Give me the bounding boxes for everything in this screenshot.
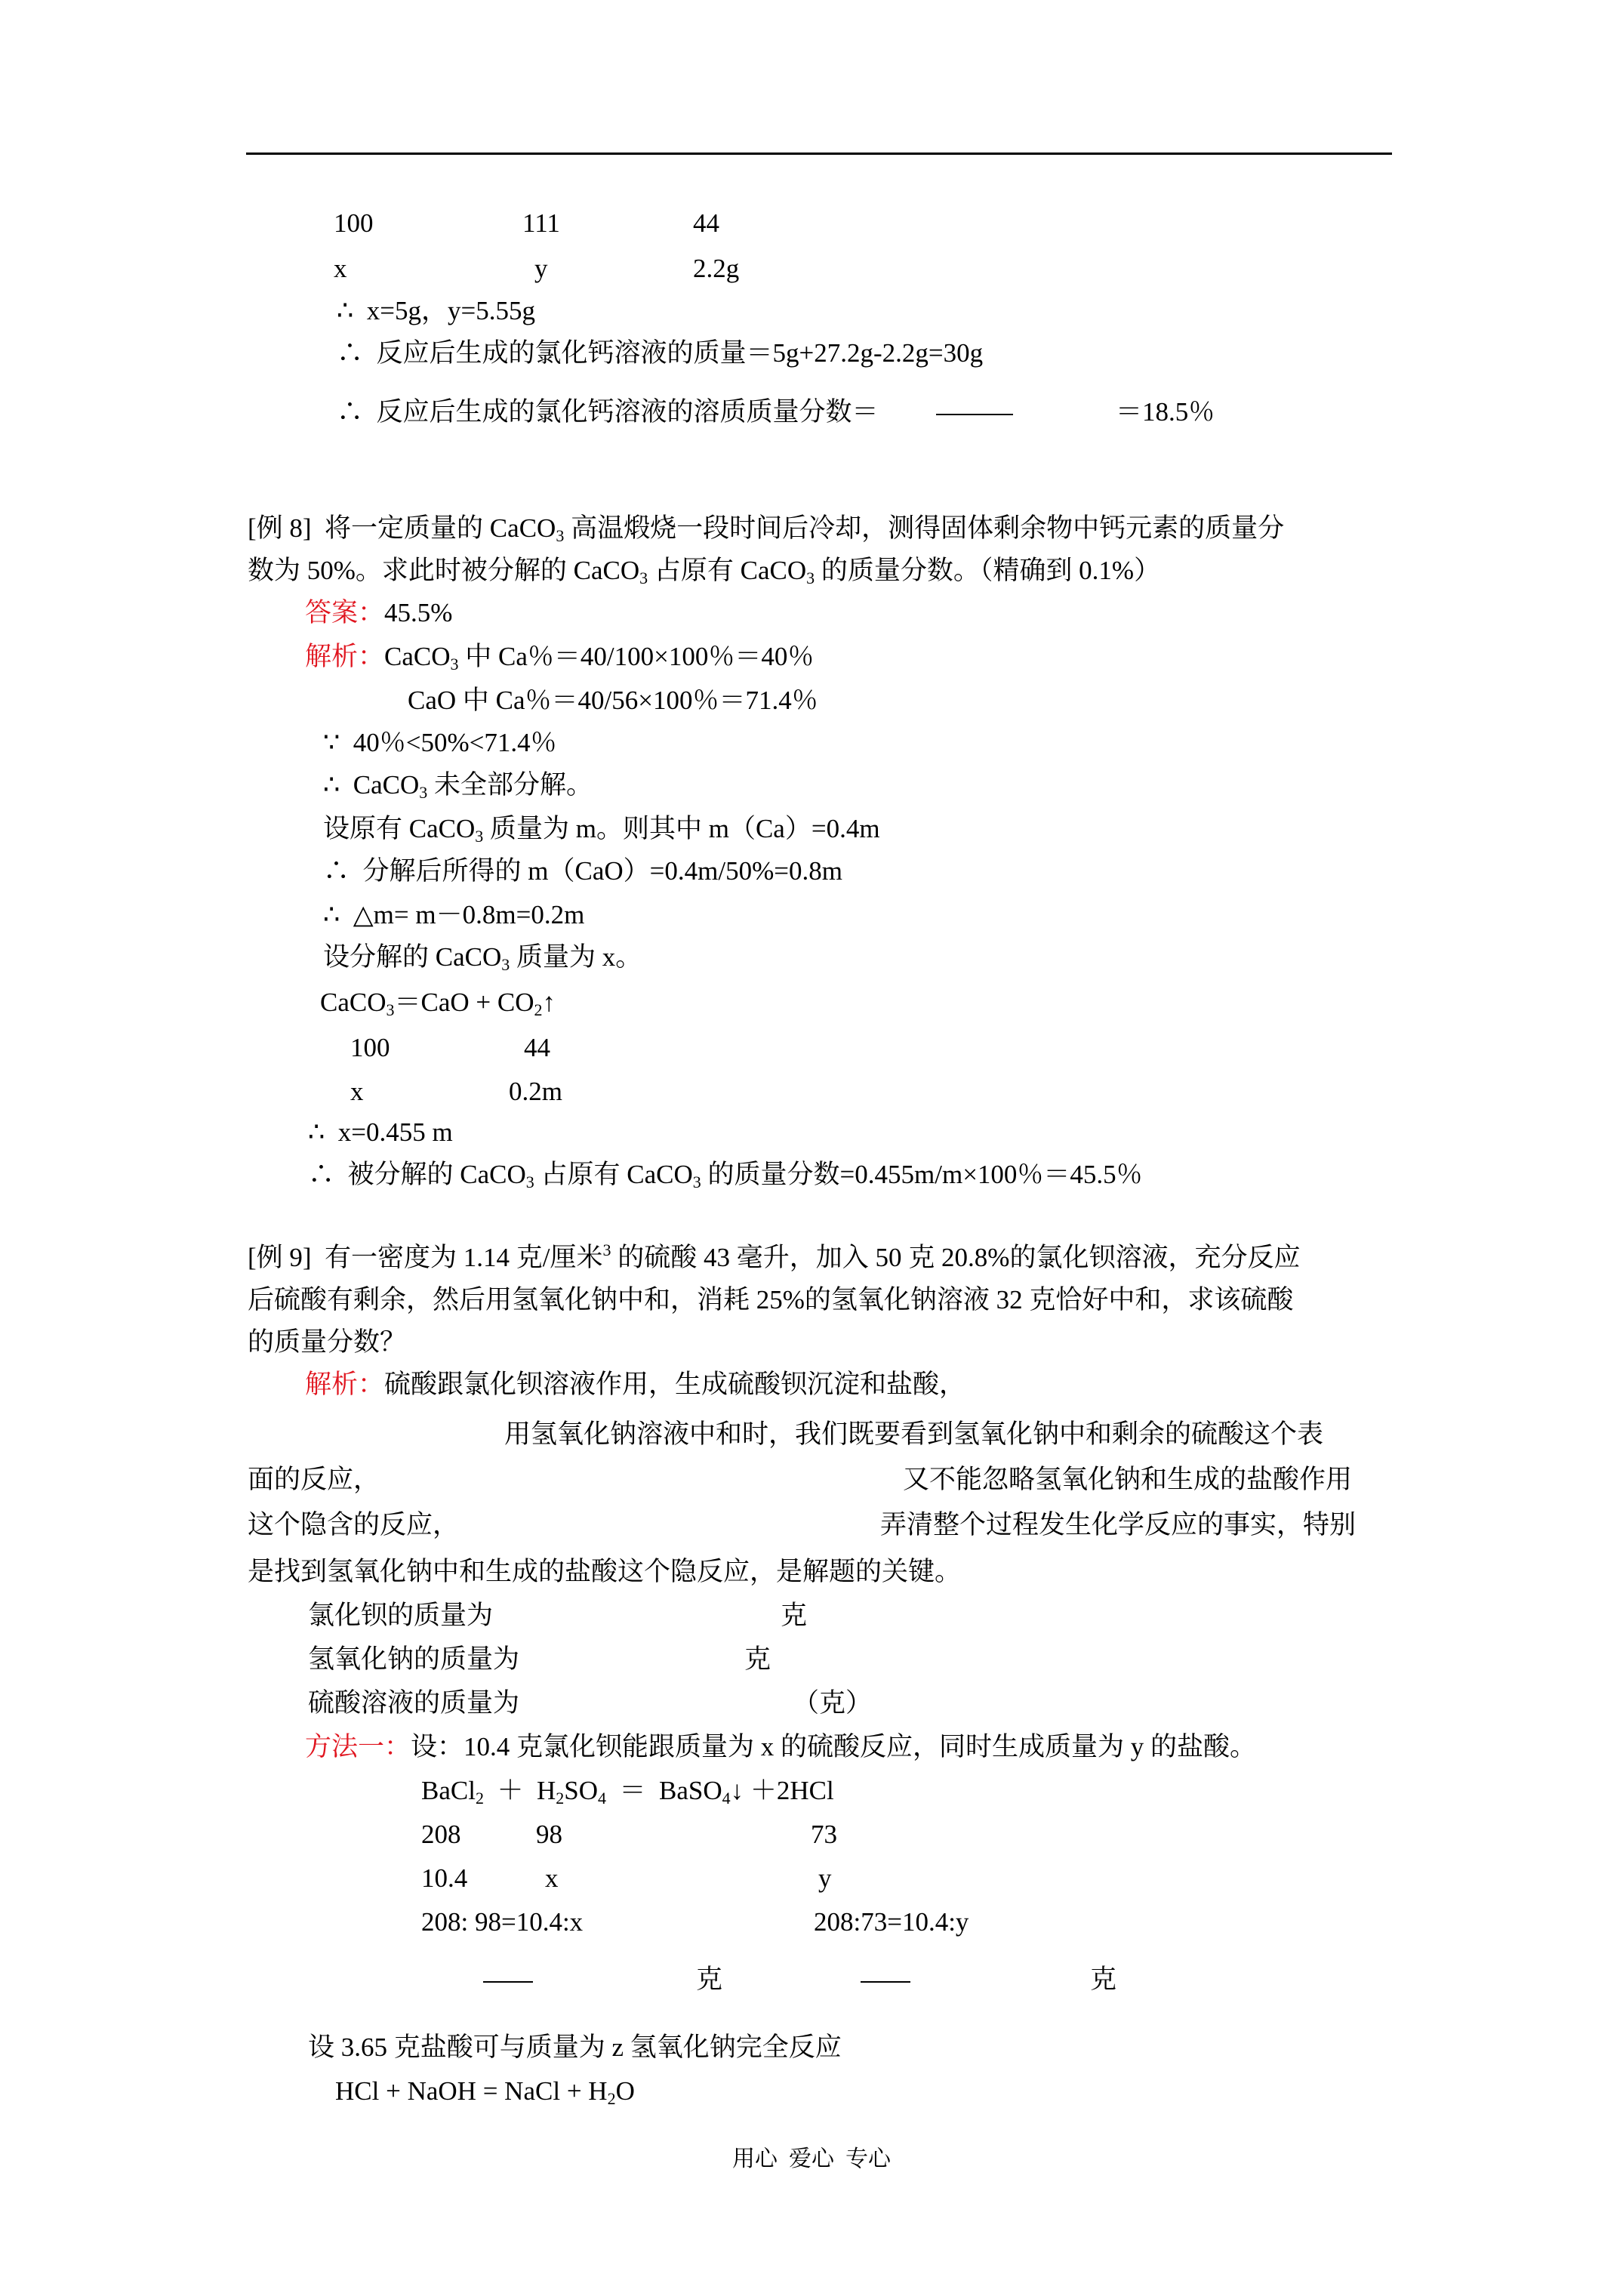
solution-line: ∴ 反应后生成的氯化钙溶液的质量＝5g+27.2g-2.2g=30g xyxy=(337,338,984,368)
mass-line: 硫酸溶液的质量为 xyxy=(308,1688,520,1718)
paragraph-line: 这个隐含的反应， xyxy=(248,1510,460,1539)
fraction-bar xyxy=(936,414,1013,415)
method-line: 方法一：设：10.4 克氯化钡能跟质量为 x 的硫酸反应，同时生成质量为 y 的盐酸。 xyxy=(305,1732,1257,1761)
table-cell: 2.2g xyxy=(693,254,740,283)
analysis-line: CaO 中 Ca％＝40/56×100％＝71.4％ xyxy=(408,686,818,715)
mass-unit: 克 xyxy=(1090,1965,1117,1994)
table-cell: x xyxy=(545,1863,559,1893)
fraction-bar xyxy=(483,1981,533,1983)
paragraph-line: 是找到氢氧化钠中和生成的盐酸这个隐反应，是解题的关键。 xyxy=(248,1557,962,1586)
answer-line: 答案：45.5% xyxy=(305,598,453,627)
chemical-equation: HCl + NaOH = NaCl + $H_2O$ xyxy=(335,2076,635,2108)
table-cell: 10.4 xyxy=(421,1863,468,1893)
ratio-line: 208:73=10.4:y xyxy=(814,1907,969,1937)
solution-line: 设分解的 CaCO$_3$ 质量为 x。 xyxy=(323,942,642,974)
table-cell: y xyxy=(534,254,548,283)
solution-line: ∴ △m= m－0.8m=0.2m xyxy=(323,900,585,929)
question-line: 后硫酸有剩余，然后用氢氧化钠中和，消耗 25%的氢氧化钠溶液 32 克恰好中和，求该硫酸 xyxy=(248,1285,1294,1314)
table-cell: 44 xyxy=(524,1033,550,1062)
table-cell: 73 xyxy=(811,1820,837,1849)
paragraph-line: 弄清整个过程发生化学反应的事实，特别 xyxy=(880,1510,1357,1539)
mass-unit: 克 xyxy=(781,1601,808,1630)
solution-line: ∴ CaCO$_3$ 未全部分解。 xyxy=(323,770,593,802)
mass-line: 氢氧化钠的质量为 xyxy=(308,1644,520,1674)
mass-unit: （克） xyxy=(793,1688,873,1718)
paragraph-line: 用氢氧化钠溶液中和时，我们既要看到氢氧化钠中和剩余的硫酸这个表 xyxy=(504,1419,1324,1449)
table-cell: 98 xyxy=(536,1820,562,1849)
ratio-line: 208: 98=10.4:x xyxy=(421,1907,584,1937)
solution-result: ＝18.5％ xyxy=(1116,397,1215,427)
question-line: [例 8] 将一定质量的 CaCO$_3$ 高温煅烧一段时间后冷却，测得固体剩余物中钙元素的质量分 xyxy=(248,513,1285,545)
analysis-line: 解析：硫酸跟氯化钡溶液作用，生成硫酸钡沉淀和盐酸， xyxy=(305,1370,966,1399)
solution-line: ∵ 40％<50%<71.4％ xyxy=(323,728,557,757)
fraction-bar xyxy=(861,1981,910,1983)
header-rule xyxy=(246,153,1392,155)
solution-line: 设原有 CaCO$_3$ 质量为 m。则其中 m（Ca）=0.4m xyxy=(323,814,880,846)
mass-unit: 克 xyxy=(744,1644,771,1674)
question-line: 的质量分数？ xyxy=(248,1327,407,1357)
paragraph-line: 又不能忽略氢氧化钠和生成的盐酸作用 xyxy=(903,1465,1353,1494)
table-cell: 44 xyxy=(693,208,719,238)
mass-line: 氯化钡的质量为 xyxy=(308,1601,494,1630)
method-label: 方法一： xyxy=(305,1732,411,1761)
table-cell: 100 xyxy=(350,1033,390,1062)
question-line: [例 9] 有一密度为 1.14 克/厘米$^3$ 的硫酸 43 毫升，加入 50 克 20.8%的氯化钡溶液，充分反应 xyxy=(248,1240,1301,1272)
solution-line: ∴ 反应后生成的氯化钙溶液的溶质质量分数＝ xyxy=(337,397,879,427)
analysis-line: 解析：CaCO$_3$ 中 Ca％＝40/100×100％＝40％ xyxy=(305,642,815,673)
page-footer: 用心 爱心 专心 xyxy=(732,2147,891,2171)
table-cell: 0.2m xyxy=(509,1077,562,1106)
table-cell: x xyxy=(350,1077,364,1106)
solution-line: ∴ 分解后所得的 m（CaO）=0.4m/50%=0.8m xyxy=(323,856,842,886)
solution-line: 设 3.65 克盐酸可与质量为 z 氢氧化钠完全反应 xyxy=(308,2032,842,2062)
analysis-label: 解析： xyxy=(305,1370,385,1399)
table-cell: 111 xyxy=(522,208,560,238)
table-cell: 100 xyxy=(334,208,374,238)
solution-line: ∴ x=5g，y=5.55g xyxy=(337,296,535,325)
table-cell: y xyxy=(818,1863,832,1893)
table-cell: x xyxy=(334,254,347,283)
chemical-equation: BaCl$_2$ ＋ $H_2SO_4$ ＝ BaSO$_4$↓ ＋2HCl xyxy=(421,1776,834,1808)
question-line: 数为 50%。求此时被分解的 CaCO$_3$ 占原有 CaCO$_3$ 的质量分数。（精确到 0.1%） xyxy=(248,556,1161,587)
solution-line: ∴ x=0.455 m xyxy=(308,1117,453,1147)
answer-label: 答案： xyxy=(305,598,385,627)
table-cell: 208 xyxy=(421,1820,461,1849)
mass-unit: 克 xyxy=(696,1965,723,1994)
analysis-label: 解析： xyxy=(305,642,385,671)
chemical-equation: CaCO$_3$＝CaO + $CO_2↑$ xyxy=(320,988,556,1019)
solution-line: ∴ 被分解的 CaCO$_3$ 占原有 CaCO$_3$ 的质量分数=0.455m/m×100％＝45.5％ xyxy=(308,1160,1143,1191)
paragraph-line: 面的反应， xyxy=(248,1465,380,1494)
